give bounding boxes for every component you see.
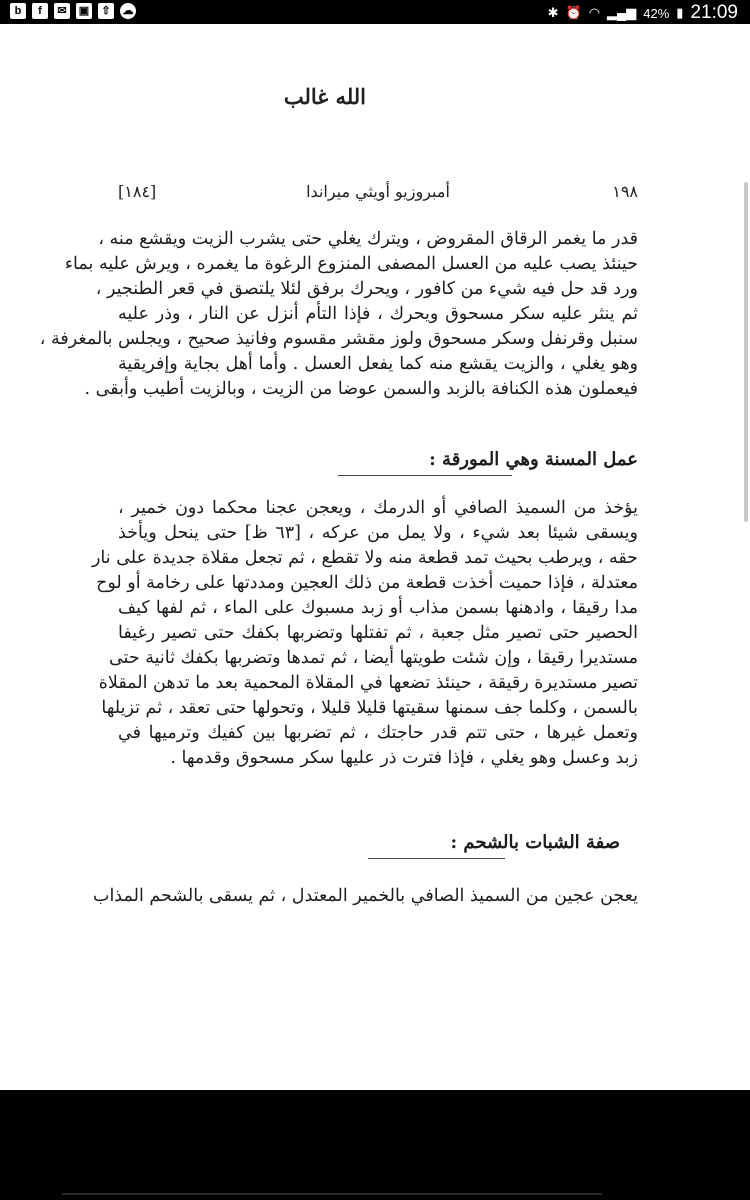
status-bar <box>0 0 750 24</box>
text-line: يعجن عجين من السميذ الصافي بالخمير المعتدل ، ثم يسقى بالشحم المذاب <box>92 886 638 906</box>
system-icons <box>548 2 738 24</box>
section-heading: صفة الشبات بالشحم : <box>450 832 620 853</box>
text-line: تصير مستديرة رقيقة ، حينئذ تضعها في المقلاة المحمية بعد ما تدهن المقلاة <box>98 673 638 693</box>
text-line: وتعمل غيرها ، حتى تتم قدر حاجتك ، ثم تضربها بين كفيك وترميها في <box>118 723 638 743</box>
notification-icons <box>10 3 136 19</box>
paragraph-2 <box>91 496 638 771</box>
running-title: أمبروزيو أويثي ميراندا <box>306 182 450 201</box>
wifi-icon: ◠ <box>588 5 601 20</box>
text-line: معتدلة ، فإذا حميت أخذت قطعة من ذلك العجين ومددتها على رخامة أو لوح <box>96 573 638 593</box>
paragraph-3 <box>92 884 638 909</box>
section-heading: عمل المسنة وهي المورقة : <box>429 449 638 470</box>
text-line: فيعملون هذه الكنافة بالزبد والسمن عوضا من الزيت ، وبالزيت أطيب وأبقى . <box>84 379 638 399</box>
scrollbar[interactable] <box>744 182 748 522</box>
heading-underline <box>338 475 512 476</box>
image-icon: ▣ <box>76 3 92 19</box>
text-line: حينئذ يصب عليه من العسل المصفى المنزوع الرغوة ما يغمره ، ويرش عليه بماء <box>64 254 638 274</box>
text-line: وهو يغلي ، والزيت يقشع منه كما يفعل العسل . وأما أهل بجاية وإفريقية <box>118 354 638 374</box>
running-header <box>118 182 638 208</box>
text-line: يؤخذ من السميذ الصافي أو الدرمك ، ويعجن عجنا محكما دون خمير ، <box>118 498 638 518</box>
battery-level: 42% <box>643 5 670 21</box>
cloud-icon: ☁ <box>120 3 136 19</box>
text-line: ويسقى شيئا بعد شيء ، ولا يمل من عركه ، [٦٣ ظ] حتى ينحل ويأخذ <box>118 523 638 543</box>
document-page[interactable] <box>0 24 750 1090</box>
facebook-icon: f <box>32 3 48 19</box>
signal-icon: ▂▄▆ <box>607 5 637 20</box>
navigation-bar <box>0 1090 750 1200</box>
text-line: زبد وعسل وهو يغلي ، فإذا فترت ذر عليها سكر مسحوق وقدمها . <box>170 748 638 768</box>
battery-icon: ▮ <box>676 5 684 20</box>
alarm-icon: ⏰ <box>565 5 582 20</box>
text-line: الحصير حتى تصير مثل جعبة ، ثم تفتلها وتضربها بكفك حتى تصير رغيفا <box>118 623 638 643</box>
text-line: ثم ينثر عليه سكر مسحوق ويحرك ، فإذا التأم أنزل عن النار ، وذر عليه <box>118 304 638 324</box>
text-line: مستديرا رقيقا ، وإن شئت طويتها أيضا ، ثم تمدها وتضربها بكفك ثانية حتى <box>108 648 638 668</box>
text-line: قدر ما يغمر الرقاق المقروض ، ويترك يغلي حتى يشرب الزيت ويقشع منه ، <box>98 229 638 249</box>
bluetooth-icon: ✱ <box>547 5 559 20</box>
text-line: مدا رقيقا ، وادهنها بسمن مذاب أو زبد مسبوك على الماء ، ثم لفها كيف <box>118 598 638 618</box>
paragraph-1 <box>39 227 638 402</box>
text-line: بالسمن ، وكلما جف سمنها سقيتها قليلا قليلا ، وتحولها حتى تعقد ، ثم تزيلها <box>101 698 638 718</box>
page-stamp: الله غالب <box>283 84 366 109</box>
upload-icon: ⇧ <box>98 3 114 19</box>
heading-underline <box>368 858 505 859</box>
original-page-number: [١٨٤] <box>118 182 157 201</box>
b-icon: b <box>10 3 26 19</box>
text-line: حقه ، ويرطب بحيث تمد قطعة منه ولا تقطع ، ثم تجعل مقلاة جديدة على نار <box>91 548 638 568</box>
text-line: سنبل وقرنفل وسكر مسحوق ولوز مقشر مقسوم وفانيذ صحيح ، ويجلس بالمغرفة ، <box>39 329 638 349</box>
mail-icon: ✉ <box>54 3 70 19</box>
page-number: ١٩٨ <box>612 182 638 201</box>
clock-time: 21:09 <box>690 2 738 23</box>
text-line: ورد قد حل فيه شيء من كافور ، ويحرك برفق لئلا يلتصق في قعر الطنجير ، <box>95 279 638 299</box>
home-indicator[interactable] <box>62 1193 602 1195</box>
